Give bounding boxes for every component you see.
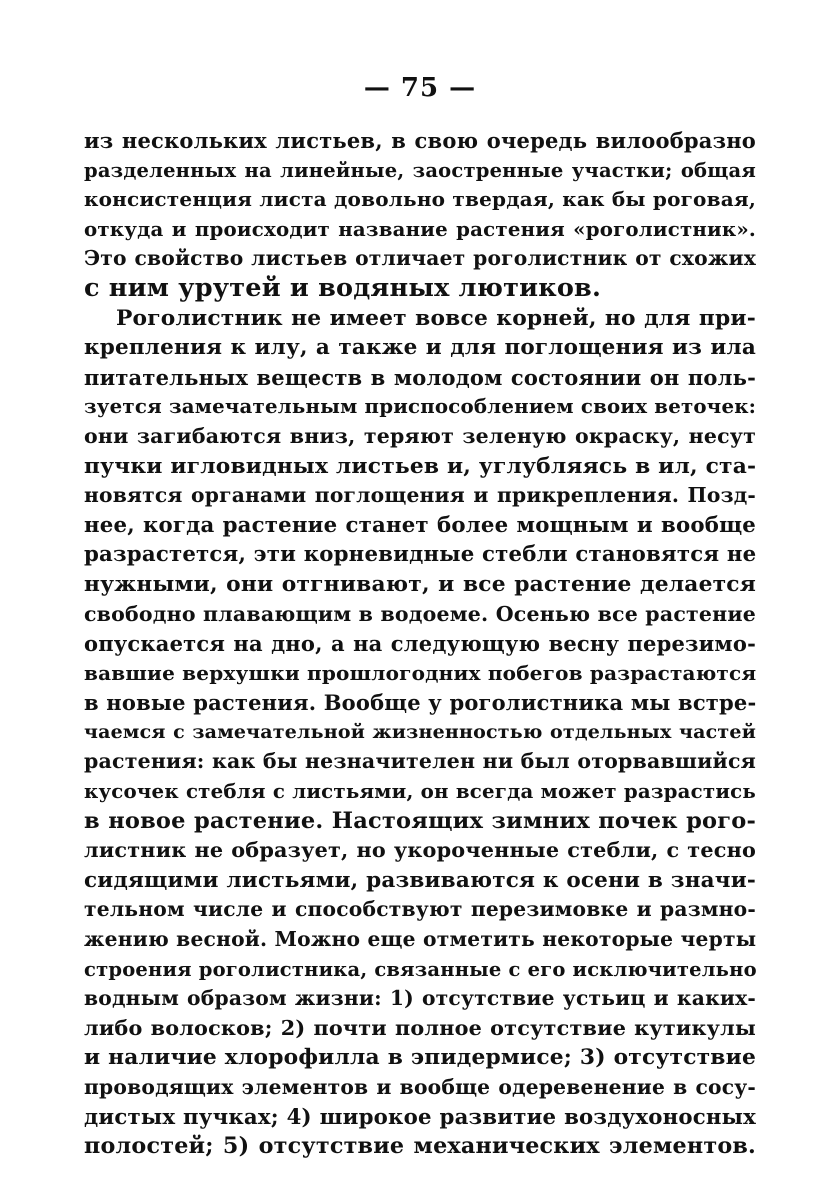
text-line-20: в новые растения. Вообще у роголистника мы встре- (84, 690, 757, 716)
text-line-26: сидящими листьями, развиваются к осени в значи- (84, 867, 756, 893)
text-line-14: нее, когда растение станет более мощным и вообще (84, 512, 756, 538)
text-line-8: крепления к илу, а также и для поглощения из ила (84, 335, 756, 361)
text-line-23: кусочек стебля с листьями, он всегда может разрастись (84, 779, 756, 804)
text-line-31: либо волосков; 2) почти полное отсутствие кутикулы (84, 1015, 756, 1040)
text-line-24: в новое растение. Настоящих зимних почек рого- (84, 807, 756, 834)
text-line-21: чаемся с замечательной жизненностью отдельных частей (84, 720, 756, 743)
book-page (84, 72, 756, 1162)
text-line-2: разделенных на линейные, заостренные участки; общая (84, 158, 756, 182)
text-line-22: растения: как бы незначителен ни был оторвавшийся (84, 749, 756, 774)
text-line-9: питательных веществ в молодом состоянии он поль- (84, 364, 756, 390)
text-line-4: откуда и происходит название растения «роголистник». (84, 216, 756, 241)
text-line-15: разрастется, эти корневидные стебли становятся не (84, 542, 757, 568)
text-line-34: дистых пучках; 4) широкое развитие воздухоносных (84, 1104, 756, 1130)
text-line-18: опускается на дно, а на следующую весну перезимо- (84, 631, 756, 657)
text-line-16: нужными, они отгнивают, и все растение делается (84, 571, 756, 597)
text-line-6: с ним урутей и водяных лютиков. (84, 272, 602, 303)
text-line-29: строения роголистника, связанные с его исключительно (84, 957, 757, 981)
text-line-30: водным образом жизни: 1) отсутствие устьиц и каких- (84, 986, 756, 1011)
text-line-33: проводящих элементов и вообще одеревенение в сосу- (84, 1075, 756, 1099)
text-line-3: консистенция листа довольно твердая, как бы роговая, (84, 187, 756, 212)
text-line-5: Это свойство листьев отличает роголистник от схожих (84, 246, 756, 271)
text-line-7: Роголистник не имеет вовсе корней, но для при- (116, 305, 756, 331)
text-line-11: они загибаются вниз, теряют зеленую окраску, несут (84, 423, 756, 448)
text-line-19: вавшие верхушки прошлогодних побегов разрастаются (84, 660, 757, 685)
text-line-10: зуется замечательным приспособлением своих веточек: (84, 394, 757, 419)
text-line-1: из нескольких листьев, в свою очередь вилообразно (84, 128, 756, 153)
text-line-17: свободно плавающим в водоеме. Осенью все растение (84, 601, 756, 626)
text-line-13: новятся органами поглощения и прикрепления. Позд- (84, 483, 756, 508)
text-line-32: и наличие хлорофилла в эпидермисе; 3) отсутствие (84, 1045, 756, 1071)
text-line-28: жению весной. Можно еще отметить некоторые черты (84, 927, 757, 952)
text-line-12: пучки игловидных листьев и, углубляясь в ил, ста- (84, 453, 757, 479)
text-line-27: тельном числе и способствуют перезимовке и размно- (84, 897, 756, 922)
text-line-35: полостей; 5) отсутствие механических элементов. (84, 1133, 756, 1160)
body-text (84, 126, 756, 1162)
text-line-25: листник не образует, но укороченные стебли, с тесно (84, 838, 756, 863)
page-number: — 75 — (363, 73, 477, 103)
